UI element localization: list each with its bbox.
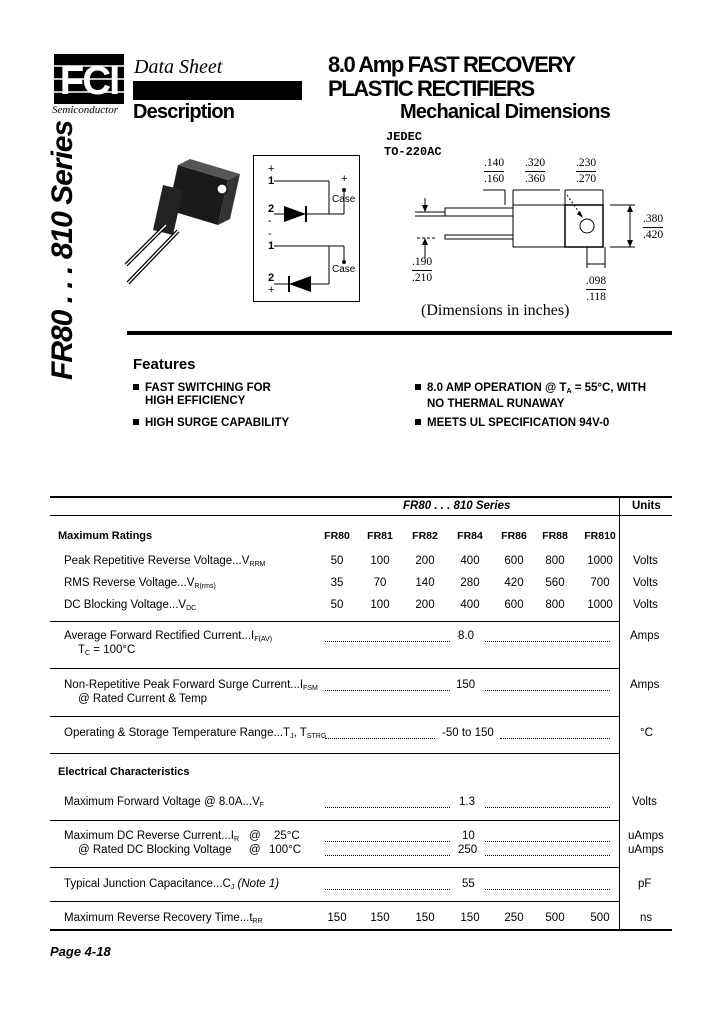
voltage-value: 50 [330,599,344,611]
bottom-plus: + [268,284,275,296]
recovery-label: Maximum Reverse Recovery $Time...t_{RR}$ [64,912,263,925]
description-heading: Description [133,101,235,123]
recovery-value: 150 [327,912,347,924]
model-header: FR80 [324,530,350,542]
feature-item: MEETS UL SPECIFICATION 94V-0 [415,417,609,430]
package-code: TO-220AC [384,145,442,159]
recovery-value: 150 [415,912,435,924]
voltage-value: 35 [330,577,344,589]
voltage-unit: Volts [633,555,658,567]
voltage-value: 100 [370,599,390,611]
rev-current-at1: @ [249,830,261,842]
features-heading: Features [133,356,196,373]
leader-dots [325,689,450,691]
avg-current-condition: $T_C = 100^\circ C$ [78,644,136,657]
top-case-label: Case [332,194,356,205]
surge-value: 150 [456,679,476,691]
section-divider [127,331,672,335]
avg-current-label: Average Forward Rectified $Current...I_{F(AV)}$ [64,630,273,643]
dim-d: .380 .420 [643,213,664,241]
leader-dots [485,854,610,856]
dim-e: .190 .210 [412,256,433,284]
leader-dots [325,806,450,808]
leader-dots [485,806,610,808]
bottom-minus: - [268,228,272,240]
fwd-voltage-label: Maximum Forward Voltage @ $8.0A...V_F$ [64,796,265,809]
dim-a: .140 .160 [484,157,505,185]
leader-dots [485,640,610,642]
model-header: FR82 [412,530,438,542]
leader-dots [325,737,435,739]
surge-label: Non-Repetitive Peak Forward Surge $Current...I_{FSM}$ [64,679,318,692]
jedec-label: JEDEC [386,130,423,144]
rev-current-temp1: 25°C [274,830,300,842]
table-top-rule [50,496,672,498]
dim-c: .230 .270 [576,157,597,185]
header-bar [133,81,302,100]
max-ratings-label: Maximum Ratings [58,530,153,542]
row-rule [50,820,620,821]
doc-type: Data Sheet [134,56,223,78]
model-header: FR84 [457,530,483,542]
schematic-box [253,155,360,302]
voltage-row-label: RMS Reverse $Voltage...V_{R(rms)}$ [64,577,216,590]
fci-logo [54,54,124,104]
capacitance-unit: pF [638,878,652,890]
leader-dots [325,840,450,842]
leader-dots [500,737,610,739]
electrical-label: Electrical Characteristics [58,766,190,778]
row-rule [50,901,620,902]
rev-current-value1: 10 [462,830,475,842]
leader-dots [325,640,450,642]
bottom-case-label: Case [332,264,356,275]
capacitance-label: Typical Junction $Capacitance...C_J$ (Note 1) [64,878,280,891]
leader-dots [325,854,450,856]
temp-range-label: Operating & Storage Temperature $Range...T_J$, $T_{STRG}$ [64,727,327,740]
feature-item: HIGH SURGE CAPABILITY [133,417,289,430]
top-pin2: 2 [268,203,275,215]
voltage-value: 800 [545,555,565,567]
rev-current-condition: @ Rated DC Blocking Voltage [78,844,232,856]
bottom-case-sign: - [341,240,345,252]
temp-range-unit: °C [640,727,653,739]
voltage-value: 420 [504,577,524,589]
row-rule [50,668,620,669]
model-header: FR81 [367,530,393,542]
mechanical-heading: Mechanical Dimensions [400,101,610,123]
bottom-pin2: 2 [268,272,275,284]
product-title-line1: 8.0 Amp FAST RECOVERY [328,52,575,77]
dim-b: .320 .360 [525,157,546,185]
voltage-value: 200 [415,555,435,567]
capacitance-value: 55 [462,878,475,890]
model-header: FR88 [542,530,568,542]
voltage-unit: Volts [633,599,658,611]
voltage-value: 50 [330,555,344,567]
svg-text:FCI: FCI [59,59,119,103]
product-title-line2: PLASTIC RECTIFIERS [328,76,534,101]
series-vertical-title: FR80 . . . 810 Series [46,120,79,380]
dim-f: .098 .118 [586,275,607,303]
voltage-value: 70 [373,577,387,589]
table-header-rule [50,515,672,516]
avg-current-value: 8.0 [458,630,474,642]
voltage-value: 400 [460,555,480,567]
voltage-value: 400 [460,599,480,611]
voltage-value: 1000 [587,555,613,567]
voltage-value: 1000 [587,599,613,611]
recovery-value: 500 [590,912,610,924]
voltage-value: 560 [545,577,565,589]
voltage-value: 700 [590,577,610,589]
row-rule [50,716,620,717]
recovery-value: 250 [504,912,524,924]
row-rule [50,621,620,622]
model-header: FR86 [501,530,527,542]
rev-current-at2: @ [249,844,261,856]
voltage-value: 600 [504,555,524,567]
rev-current-value2: 250 [458,844,478,856]
package-illustration [118,155,248,295]
top-minus: - [268,215,272,227]
fwd-voltage-value: 1.3 [459,796,475,808]
row-rule [50,753,620,754]
dimensions-note: (Dimensions in inches) [421,302,570,319]
feature-item: FAST SWITCHING FOR HIGH EFFICIENCY [133,382,271,408]
voltage-value: 200 [415,599,435,611]
table-series-header: FR80 . . . 810 Series [403,500,511,512]
rev-current-unit1: uAmps [628,830,664,842]
surge-unit: Amps [630,679,660,691]
rev-current-label: Maximum DC Reverse $Current...I_R$ [64,830,240,843]
top-case-sign: + [341,173,348,185]
temp-range-value: -50 to 150 [442,727,494,739]
page-number: Page 4-18 [50,944,111,959]
leader-dots [325,888,450,890]
voltage-value: 280 [460,577,480,589]
model-header: FR810 [584,530,616,542]
avg-current-unit: Amps [630,630,660,642]
surge-condition: @ Rated Current & Temp [78,693,208,705]
table-bottom-rule [50,929,672,931]
recovery-value: 500 [545,912,565,924]
bottom-pin1: 1 [268,240,275,252]
rev-current-temp2: 100°C [269,844,302,856]
top-plus: + [268,163,275,175]
leader-dots [485,840,610,842]
leader-dots [485,689,610,691]
voltage-value: 140 [415,577,435,589]
voltage-row-label: DC Blocking $Voltage...V_{DC}$ [64,599,197,612]
leader-dots [485,888,610,890]
recovery-unit: ns [640,912,653,924]
voltage-value: 600 [504,599,524,611]
top-pin1: 1 [268,175,275,187]
table-units-header: Units [632,500,661,512]
voltage-value: 100 [370,555,390,567]
rev-current-unit2: uAmps [628,844,664,856]
logo-subtitle: Semiconductor [52,104,118,116]
voltage-unit: Volts [633,577,658,589]
row-rule [50,867,620,868]
feature-item: 8.0 AMP OPERATION @ $T_A = 55^\circ C$, WITH NO THERMAL RUNAWAY [415,382,646,411]
recovery-value: 150 [370,912,390,924]
voltage-row-label: Peak Repetitive Reverse $Voltage...V_{RRM}$ [64,555,266,568]
voltage-value: 800 [545,599,565,611]
recovery-value: 150 [460,912,480,924]
fwd-voltage-unit: Volts [632,796,657,808]
